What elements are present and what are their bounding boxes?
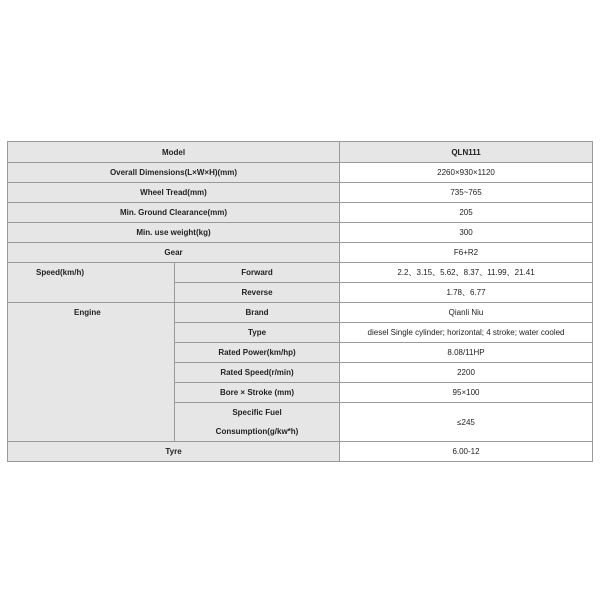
forward-value: 2.2、3.15、5.62、8.37、11.99、21.41 — [340, 263, 593, 283]
power-value: 8.08/11HP — [340, 343, 593, 363]
gear-label: Gear — [8, 243, 340, 263]
table-row-ground-clearance — [8, 203, 593, 223]
model-value: QLN111 — [340, 142, 593, 163]
table-row-dimensions — [8, 163, 593, 183]
power-label: Rated Power(km/hp) — [175, 343, 340, 363]
rated-speed-value: 2200 — [340, 363, 593, 383]
table-row-weight — [8, 223, 593, 243]
engine-group-label: Engine — [8, 303, 175, 442]
speed-group-label: Speed(km/h) — [8, 263, 175, 303]
wheel-tread-value: 735~765 — [340, 183, 593, 203]
ground-clearance-value: 205 — [340, 203, 593, 223]
gear-value: F6+R2 — [340, 243, 593, 263]
spec-table — [7, 141, 593, 462]
model-label: Model — [8, 142, 340, 163]
fuel-label — [175, 403, 340, 442]
table-row-speed-forward — [8, 263, 593, 283]
bore-value: 95×100 — [340, 383, 593, 403]
type-value: diesel Single cylinder; horizontal; 4 stroke; water cooled — [340, 323, 593, 343]
dimensions-label: Overall Dimensions(L×W×H)(mm) — [8, 163, 340, 183]
brand-label: Brand — [175, 303, 340, 323]
fuel-label-line2: Consumption(g/kw*h) — [215, 427, 299, 436]
fuel-value: ≤245 — [340, 403, 593, 442]
tyre-value: 6.00-12 — [340, 442, 593, 462]
brand-value: Qianli Niu — [340, 303, 593, 323]
reverse-label: Reverse — [175, 283, 340, 303]
weight-value: 300 — [340, 223, 593, 243]
table-row-wheel-tread — [8, 183, 593, 203]
tyre-label: Tyre — [8, 442, 340, 462]
reverse-value: 1.78、6.77 — [340, 283, 593, 303]
table-row-engine-brand — [8, 303, 593, 323]
weight-label: Min. use weight(kg) — [8, 223, 340, 243]
ground-clearance-label: Min. Ground Clearance(mm) — [8, 203, 340, 223]
table-row-tyre — [8, 442, 593, 462]
rated-speed-label: Rated Speed(r/min) — [175, 363, 340, 383]
fuel-label-line1: Specific Fuel — [232, 408, 282, 417]
table-row-gear — [8, 243, 593, 263]
wheel-tread-label: Wheel Tread(mm) — [8, 183, 340, 203]
forward-label: Forward — [175, 263, 340, 283]
table-header-row — [8, 142, 593, 163]
dimensions-value: 2260×930×1120 — [340, 163, 593, 183]
bore-label: Bore × Stroke (mm) — [175, 383, 340, 403]
type-label: Type — [175, 323, 340, 343]
